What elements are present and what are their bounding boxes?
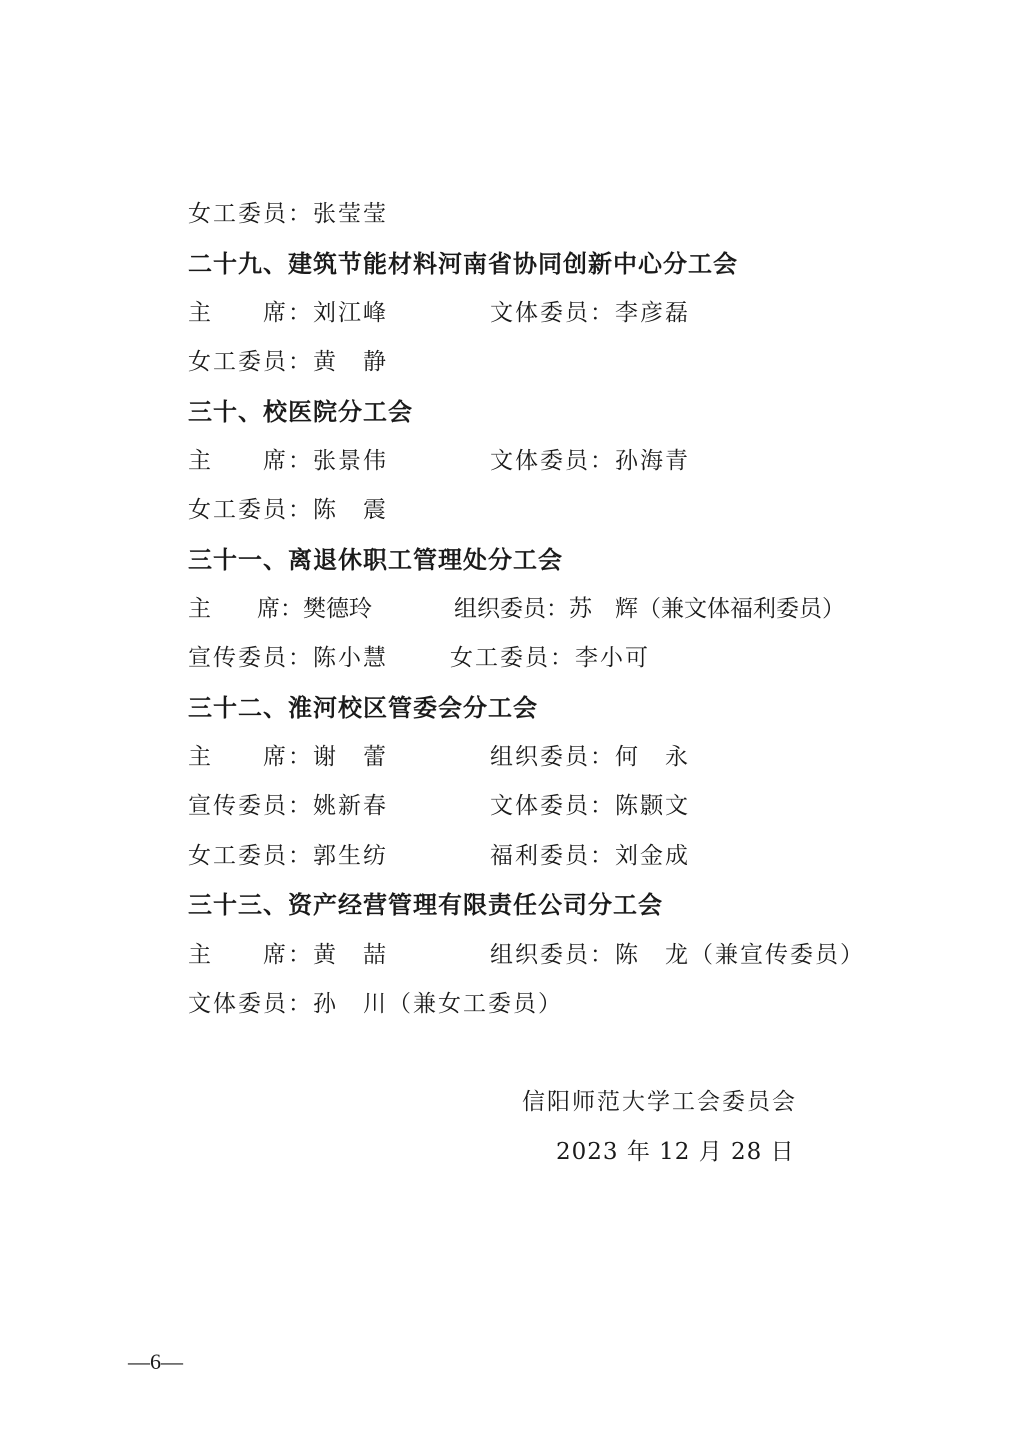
member-entry xyxy=(188,737,388,777)
member-role: 文体委员： xyxy=(490,300,615,326)
member-entry xyxy=(188,441,388,481)
signature-organization: 信阳师范大学工会委员会 xyxy=(522,1089,797,1115)
member-entry xyxy=(490,836,690,876)
page-number: —6— xyxy=(128,1349,183,1374)
member-name: 张莹莹 xyxy=(313,201,388,227)
member-entry xyxy=(188,935,388,975)
member-name: 刘金成 xyxy=(615,843,690,869)
member-name: 刘江峰 xyxy=(313,300,388,326)
member-name: 谢 蕾 xyxy=(313,744,388,770)
member-role: 组织委员： xyxy=(490,942,615,968)
member-role: 女工委员： xyxy=(450,645,575,671)
member-role: 宣传委员： xyxy=(188,793,313,819)
member-role: 文体委员： xyxy=(490,448,615,474)
section-heading: 三十一、离退休职工管理处分工会 xyxy=(188,546,563,574)
member-entry xyxy=(454,589,845,629)
member-name: 姚新春 xyxy=(313,793,388,819)
member-entry xyxy=(188,836,388,876)
member-entry xyxy=(490,935,865,975)
member-name: 孙 川（兼女工委员） xyxy=(313,991,563,1017)
member-entry xyxy=(490,441,690,481)
member-entry xyxy=(188,638,388,678)
member-name: 郭生纺 xyxy=(313,843,388,869)
member-role: 文体委员： xyxy=(490,793,615,819)
member-entry xyxy=(188,293,388,333)
member-entry xyxy=(490,293,690,333)
section-heading: 二十九、建筑节能材料河南省协同创新中心分工会 xyxy=(188,250,738,278)
member-entry xyxy=(490,737,690,777)
member-entry xyxy=(490,786,690,826)
member-role: 女工委员： xyxy=(188,349,313,375)
member-name: 陈颢文 xyxy=(615,793,690,819)
member-role: 文体委员： xyxy=(188,991,313,1017)
member-role: 主 席： xyxy=(188,300,313,326)
member-entry xyxy=(188,490,388,530)
member-entry xyxy=(188,589,372,629)
member-role: 宣传委员： xyxy=(188,645,313,671)
member-name: 苏 辉（兼文体福利委员） xyxy=(569,596,845,622)
member-role: 主 席： xyxy=(188,744,313,770)
member-entry xyxy=(450,638,650,678)
member-name: 张景伟 xyxy=(313,448,388,474)
member-entry xyxy=(188,342,388,382)
member-role: 福利委员： xyxy=(490,843,615,869)
member-name: 樊德玲 xyxy=(303,596,372,622)
member-role: 女工委员： xyxy=(188,497,313,523)
member-name: 何 永 xyxy=(615,744,690,770)
signature-date: 2023 年 12 月 28 日 xyxy=(556,1139,795,1165)
member-name: 黄 静 xyxy=(313,349,388,375)
member-name: 李小可 xyxy=(575,645,650,671)
member-role: 女工委员： xyxy=(188,201,313,227)
member-name: 孙海青 xyxy=(615,448,690,474)
member-name: 陈 龙（兼宣传委员） xyxy=(615,942,865,968)
member-name: 李彦磊 xyxy=(615,300,690,326)
member-name: 陈 震 xyxy=(313,497,388,523)
member-role: 主 席： xyxy=(188,942,313,968)
member-entry xyxy=(188,984,563,1024)
section-heading: 三十二、淮河校区管委会分工会 xyxy=(188,694,538,722)
member-role: 组织委员： xyxy=(454,596,569,622)
member-role: 主 席： xyxy=(188,448,313,474)
member-role: 女工委员： xyxy=(188,843,313,869)
member-name: 陈小慧 xyxy=(313,645,388,671)
member-entry xyxy=(188,194,388,234)
member-role: 主 席： xyxy=(188,596,303,622)
member-entry xyxy=(188,786,388,826)
member-name: 黄 喆 xyxy=(313,942,388,968)
section-heading: 三十三、资产经营管理有限责任公司分工会 xyxy=(188,891,663,919)
member-role: 组织委员： xyxy=(490,744,615,770)
section-heading: 三十、校医院分工会 xyxy=(188,398,413,426)
